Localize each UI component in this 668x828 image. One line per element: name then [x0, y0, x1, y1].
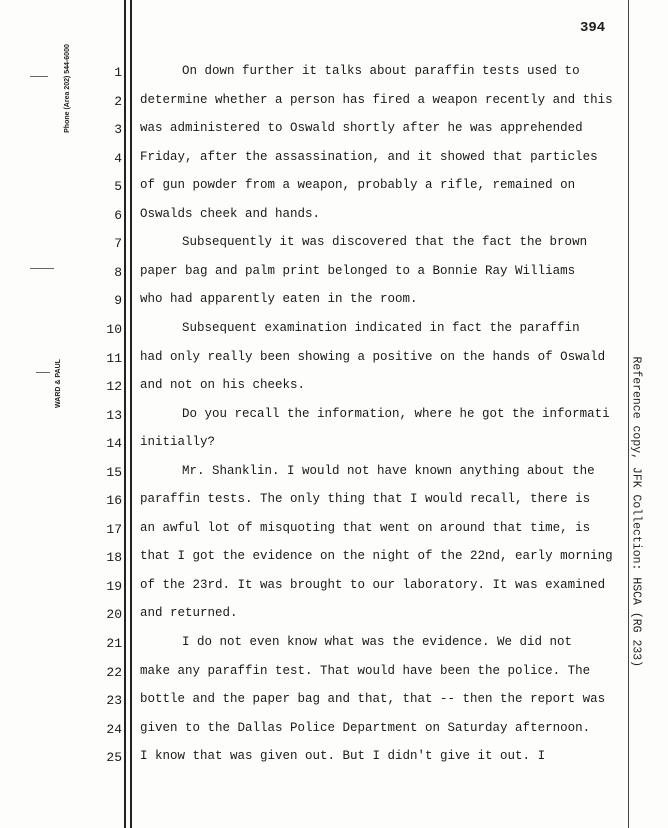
margin-reference-note: Reference copy, JFK Collection: HSCA (RG 233) — [629, 356, 643, 668]
transcript-line: determine whether a person has fired a weapon recently and this — [140, 92, 613, 107]
margin-rule-left-inner — [130, 0, 132, 828]
transcript-line: I know that was given out. But I didn't give it out. I — [140, 749, 546, 764]
scan-mark — [30, 76, 48, 77]
transcript-line: an awful lot of misquoting that went on around that time, is — [140, 520, 591, 535]
line-number: 8 — [114, 264, 122, 280]
transcript-line: Friday, after the assassination, and it showed that particles — [140, 149, 598, 164]
transcript-line: and returned. — [140, 606, 238, 621]
transcript-line: Oswalds cheek and hands. — [140, 206, 321, 221]
line-number: 17 — [106, 521, 122, 537]
line-number: 11 — [106, 350, 122, 366]
side-firm-name: WARD & PAUL — [54, 359, 62, 408]
line-number: 25 — [106, 750, 122, 766]
transcript-line: who had apparently eaten in the room. — [140, 292, 418, 307]
transcript-line: that I got the evidence on the night of the 22nd, early morning — [140, 549, 613, 564]
line-number: 6 — [114, 207, 122, 223]
line-number: 13 — [106, 407, 122, 423]
line-number: 19 — [106, 578, 122, 594]
transcript-line: Mr. Shanklin. I would not have known anything about the — [182, 463, 595, 478]
line-number: 10 — [106, 321, 122, 337]
margin-rule-left-outer — [124, 0, 126, 828]
transcript-line: bottle and the paper bag and that, that -- then the report was — [140, 692, 606, 707]
line-number: 20 — [106, 607, 122, 623]
transcript-line: paper bag and palm print belonged to a Bonnie Ray Williams — [140, 263, 576, 278]
transcript-line: initially? — [140, 435, 216, 450]
transcript-line: was administered to Oswald shortly after he was apprehended — [140, 121, 583, 136]
transcript-line: of the 23rd. It was brought to our laboratory. It was examined — [140, 577, 606, 592]
line-number: 7 — [114, 236, 122, 252]
transcript-line: Do you recall the information, where he got the informati — [182, 406, 610, 421]
line-number: 3 — [114, 122, 122, 138]
transcript-line: make any paraffin test. That would have been the police. The — [140, 663, 591, 678]
line-number: 4 — [114, 150, 122, 166]
transcript-line: paraffin tests. The only thing that I would recall, there is — [140, 492, 591, 507]
line-number: 18 — [106, 550, 122, 566]
scan-mark — [36, 372, 50, 373]
side-phone-number: Phone (Area 202) 544-6000 — [63, 44, 71, 133]
line-number: 9 — [114, 293, 122, 309]
transcript-line: I do not even know what was the evidence. We did not — [182, 635, 573, 649]
transcript-line: Subsequently it was discovered that the fact the brown — [182, 235, 588, 250]
line-number: 22 — [106, 664, 122, 680]
line-number: 24 — [106, 721, 122, 737]
transcript-line: and not on his cheeks. — [140, 378, 306, 393]
line-number: 5 — [114, 179, 122, 195]
transcript-line: given to the Dallas Police Department on Saturday afternoon. — [140, 720, 591, 735]
line-number: 12 — [106, 379, 122, 395]
line-number: 16 — [106, 493, 122, 509]
line-number: 23 — [106, 693, 122, 709]
line-number: 2 — [114, 93, 122, 109]
line-number: 14 — [106, 436, 122, 452]
scan-mark — [30, 268, 54, 269]
line-number: 21 — [106, 636, 122, 651]
transcript-line: had only really been showing a positive on the hands of Oswald — [140, 349, 606, 364]
transcript-line: Subsequent examination indicated in fact the paraffin — [182, 320, 580, 335]
transcript-line: of gun powder from a weapon, probably a rifle, remained on — [140, 178, 576, 193]
page-number: 394 — [580, 20, 606, 36]
transcript-line: On down further it talks about paraffin tests used to — [182, 64, 580, 78]
line-number: 15 — [106, 464, 122, 480]
line-number: 1 — [114, 65, 122, 80]
